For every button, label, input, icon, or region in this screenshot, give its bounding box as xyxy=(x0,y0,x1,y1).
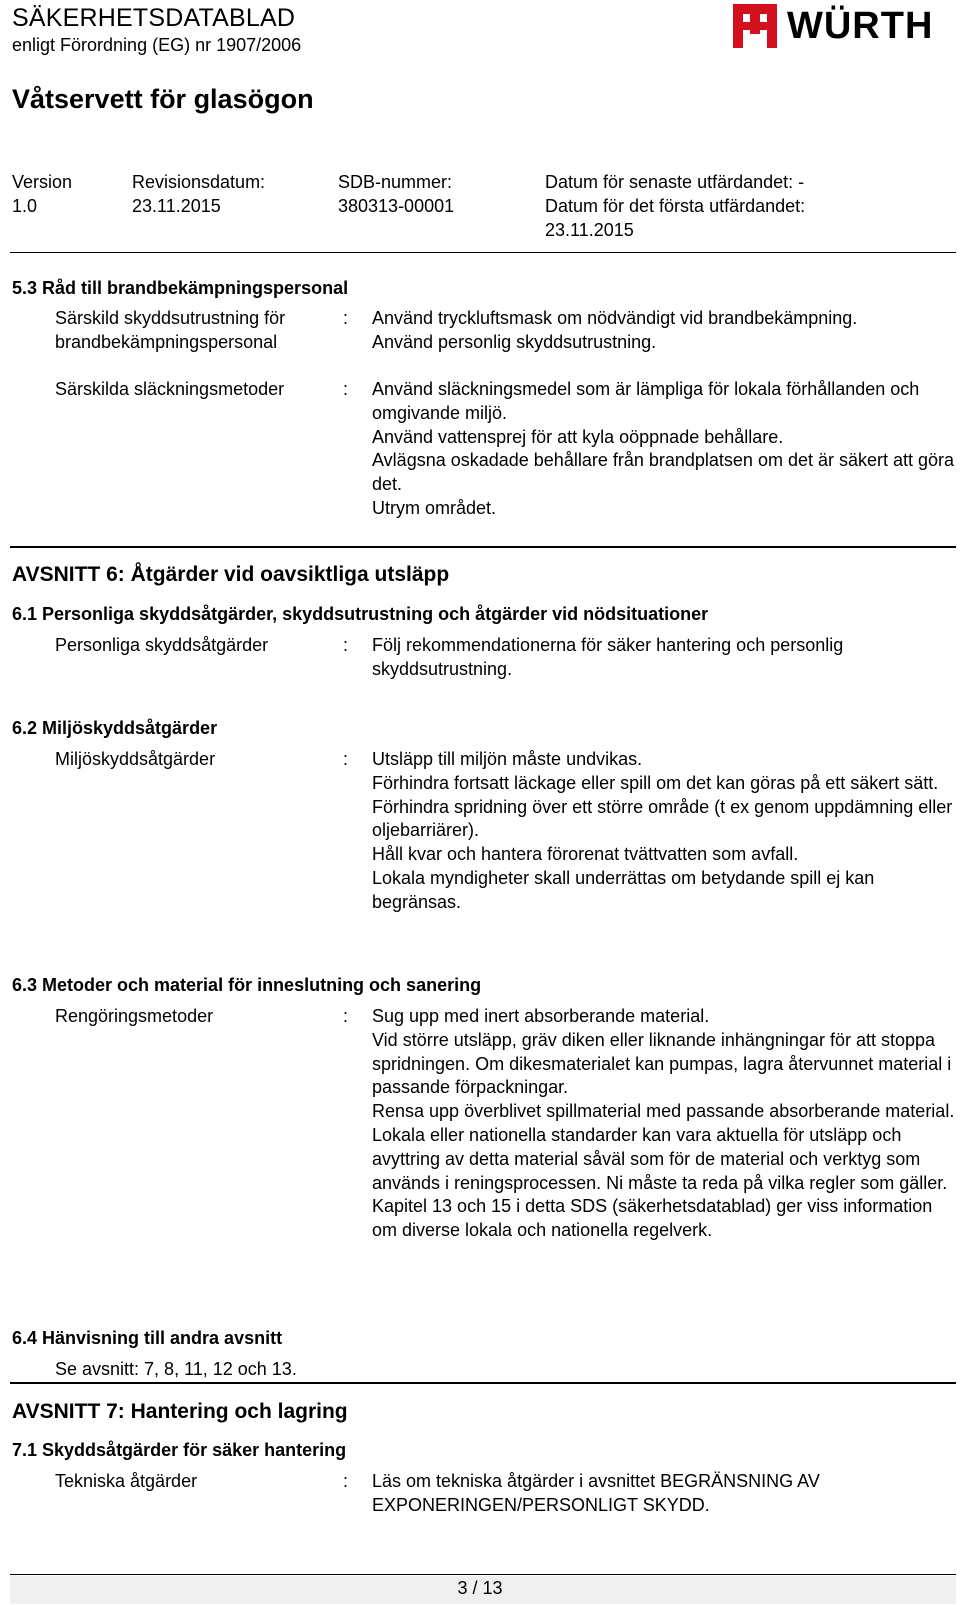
revision-label: Revisionsdatum: xyxy=(132,172,266,192)
value-line: Utrym området. xyxy=(372,497,497,518)
issue-dates-block xyxy=(545,170,805,242)
section-6-1-heading: 6.1 Personliga skyddsåtgärder, skyddsutrustning och åtgärder vid nödsituationer xyxy=(12,604,709,624)
cross-reference-text: Se avsnitt: 7, 8, 11, 12 och 13. xyxy=(55,1359,297,1379)
value-line: Avlägsna oskadade behållare från brandplatsen om det är säkert att göra det. xyxy=(372,450,955,495)
field-label: Särskilda släckningsmetoder xyxy=(55,379,285,399)
sdb-label: SDB-nummer: xyxy=(338,172,453,192)
field-label: Miljöskyddsåtgärder xyxy=(55,749,216,769)
value-line: Kapitel 13 och 15 i detta SDS (säkerhetsdatablad) ger viss information om diverse lokala och nationella regelverk. xyxy=(372,1196,933,1241)
revision-value: 23.11.2015 xyxy=(132,196,221,216)
regulation-subtitle: enligt Förordning (EG) nr 1907/2006 xyxy=(12,35,302,55)
value-line: Använd tryckluftsmask om nödvändigt vid brandbekämpning. xyxy=(372,308,858,328)
field-colon: : xyxy=(343,749,349,769)
field-colon: : xyxy=(343,1006,349,1026)
section-divider xyxy=(10,546,956,548)
footer-divider xyxy=(10,1574,956,1575)
wurth-logo xyxy=(733,2,955,50)
value-line: Utsläpp till miljön måste undvikas. xyxy=(372,749,643,769)
field-value xyxy=(372,634,957,682)
section-divider xyxy=(10,1382,956,1384)
value-line: Följ rekommendationerna för säker hantering och personlig skyddsutrustning. xyxy=(372,635,844,679)
sdb-value: 380313-00001 xyxy=(338,196,455,216)
value-line: Sug upp med inert absorberande material. xyxy=(372,1006,710,1026)
field-value xyxy=(372,378,957,521)
value-line: Använd släckningsmedel som är lämpliga för lokala förhållanden och omgivande miljö. xyxy=(372,379,920,423)
first-issued-label: Datum för det första utfärdandet: xyxy=(545,196,806,216)
product-name: Våtservett för glasögon xyxy=(12,84,314,114)
section-6-3-heading: 6.3 Metoder och material för inneslutning och sanering xyxy=(12,975,482,995)
field-colon: : xyxy=(343,635,349,655)
page-number: 3 / 13 xyxy=(457,1578,503,1598)
version-block xyxy=(12,170,72,218)
value-line: Rensa upp överblivet spillmaterial med passande absorberande material. xyxy=(372,1101,955,1122)
field-colon: : xyxy=(343,379,349,399)
document-type-title: SÄKERHETSDATABLAD xyxy=(12,4,296,32)
brand-wordmark: WÜRTH xyxy=(787,5,934,47)
value-line: Förhindra spridning över ett större område (t ex genom uppdämning eller oljebarriärer). xyxy=(372,796,953,841)
last-issued: Datum för senaste utfärdandet: - xyxy=(545,172,805,192)
value-line: Lokala myndigheter skall underrättas om betydande spill ej kan begränsas. xyxy=(372,867,875,912)
section-5-3-heading: 5.3 Råd till brandbekämpningspersonal xyxy=(12,278,349,298)
value-line: Vid större utsläpp, gräv diken eller liknande inhängningar för att stoppa spridningen. Om dikesmaterialet kan pumpas, lagra återvunnet material i passande förpackningar. xyxy=(372,1029,952,1098)
version-value: 1.0 xyxy=(12,196,38,216)
section-7-1-heading: 7.1 Skyddsåtgärder för säker hantering xyxy=(12,1440,347,1460)
field-colon: : xyxy=(343,1471,349,1491)
version-label: Version xyxy=(12,172,73,192)
value-line: Håll kvar och hantera förorenat tvättvatten som avfall. xyxy=(372,844,799,865)
field-value xyxy=(372,1005,957,1243)
field-value xyxy=(372,1470,957,1518)
value-line: Använd personlig skyddsutrustning. xyxy=(372,331,657,352)
first-issued-value: 23.11.2015 xyxy=(545,220,634,240)
header-divider xyxy=(10,252,956,253)
field-label: Rengöringsmetoder xyxy=(55,1006,214,1026)
field-value xyxy=(372,307,957,355)
field-label: Särskild skyddsutrustning för brandbekämpningspersonal xyxy=(55,308,286,352)
sdb-block xyxy=(338,170,454,218)
value-line: Förhindra fortsatt läckage eller spill om det kan göras på ett säkert sätt. xyxy=(372,772,939,793)
section-6-4-heading: 6.4 Hänvisning till andra avsnitt xyxy=(12,1328,283,1348)
value-line: Läs om tekniska åtgärder i avsnittet BEGRÄNSNING AV EXPONERINGEN/PERSONLIGT SKYDD. xyxy=(372,1471,820,1515)
value-line: Använd vattensprej för att kyla oöppnade behållare. xyxy=(372,426,784,447)
field-label: Tekniska åtgärder xyxy=(55,1471,198,1491)
section-6-heading: AVSNITT 6: Åtgärder vid oavsiktliga utsläpp xyxy=(12,563,450,586)
revision-block xyxy=(132,170,265,218)
value-line: Lokala eller nationella standarder kan vara aktuella för utsläpp och avyttring av detta material såväl som för de material och verktyg som används i reningsprocessen. Ni måste ta reda på vilka regler som gäller. xyxy=(372,1124,948,1193)
section-7-heading: AVSNITT 7: Hantering och lagring xyxy=(12,1400,348,1423)
section-6-2-heading: 6.2 Miljöskyddsåtgärder xyxy=(12,718,218,738)
field-colon: : xyxy=(343,308,349,328)
field-value xyxy=(372,748,957,915)
field-label: Personliga skyddsåtgärder xyxy=(55,635,269,655)
